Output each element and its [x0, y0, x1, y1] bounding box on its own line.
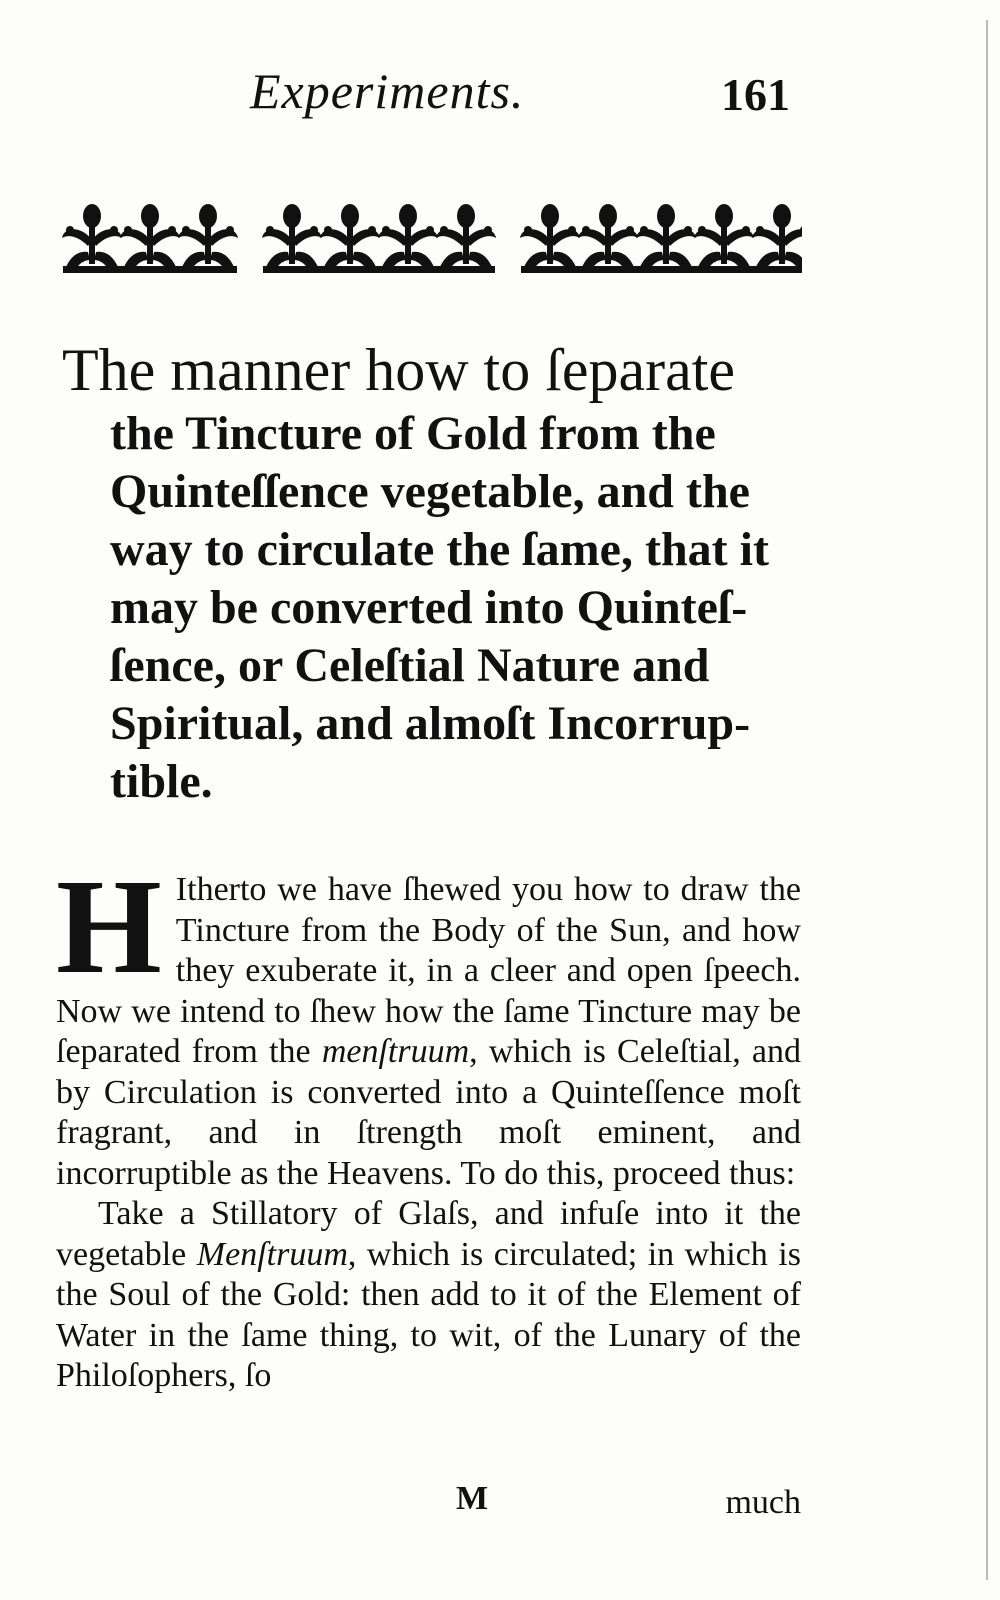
catchword: much: [725, 1484, 801, 1521]
paragraph: [56, 852, 801, 1194]
ornament-band: [58, 200, 802, 280]
text-run: , which is circulated; in which is the Soul of the Gold: then add to it of the Element of Water in the ſame thing, to wit, of the Lunary of the Philoſophers, ſo: [56, 1235, 801, 1394]
fleuron-icon: [636, 204, 696, 273]
heading-line: way to circulate the ſame, that it: [110, 523, 769, 576]
fleuron-icon: [178, 204, 238, 273]
page-edge: [986, 20, 988, 1580]
fleuron-icon: [520, 204, 580, 273]
heading-line: The manner how to ſeparate: [62, 337, 736, 403]
body-text: [56, 852, 801, 1397]
fleuron-icon: [120, 204, 180, 273]
heading-line: the Tincture of Gold from the: [110, 407, 716, 460]
italic-term: menſtruum: [321, 1033, 470, 1070]
page-header: [250, 62, 810, 142]
drop-cap: H: [56, 852, 162, 1002]
italic-term: Menſtruum: [196, 1235, 348, 1273]
heading-line: Quinteſſence vegetable, and the: [110, 465, 750, 518]
paragraph: [56, 1194, 801, 1397]
heading-line: ſence, or Celeſtial Nature and: [110, 639, 710, 692]
text-run: , which is Celeſtial, and by Circulation is converted into a Quinteſſence moſt fragrant, and in ſtrength moſt eminent, and incorruptible as the Heavens. To do this, proceed thus:: [56, 1033, 801, 1192]
page-footer: [56, 1480, 801, 1530]
fleuron-icon: [62, 204, 122, 273]
text-run: Take a Stillatory of Glaſs, and infuſe into it the vegetable: [56, 1195, 801, 1273]
fleuron-icon: [752, 204, 802, 273]
text-run: Itherto we have ſhewed you how to draw the Tincture from the Body of the Sun, and how they exuberate it, in a cleer and open ſpeech. Now we intend to ſhew how the ſame Tincture may be ſeparated from the: [56, 871, 801, 1070]
chapter-heading: [62, 335, 802, 811]
fleuron-icon: [694, 204, 754, 273]
fleuron-icon: [436, 204, 496, 273]
running-title: Experiments.: [250, 63, 525, 119]
page-number: 161: [721, 69, 790, 120]
fleuron-icon: [578, 204, 638, 273]
heading-line: Spiritual, and almoſt Incorrup-: [110, 697, 751, 750]
fleuron-icon: [320, 204, 380, 273]
heading-line: tible.: [110, 755, 213, 808]
signature-mark: M: [456, 1480, 489, 1517]
fleuron-icon: [378, 204, 438, 273]
fleuron-icon: [262, 204, 322, 273]
heading-line: may be converted into Quinteſ-: [110, 581, 748, 634]
